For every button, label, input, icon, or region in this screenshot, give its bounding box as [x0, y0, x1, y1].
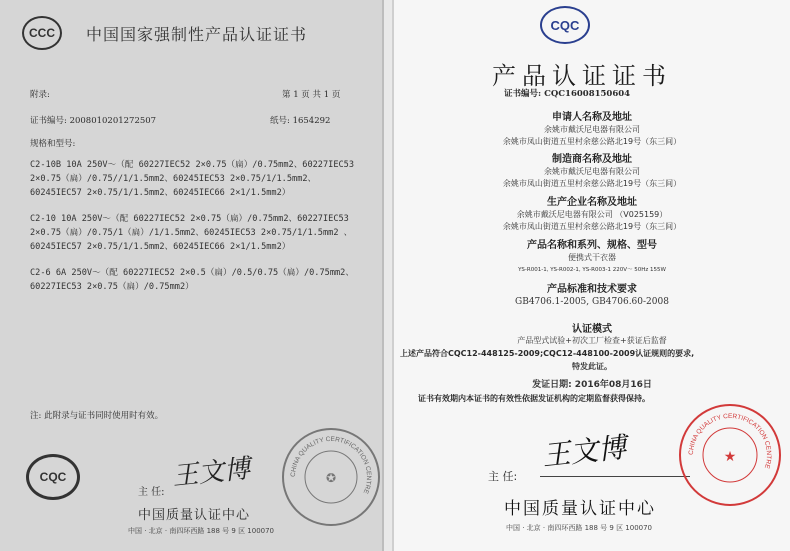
product-label: 产品名称和系列、规格、型号 [527, 240, 657, 251]
spec-paragraph: C2-10 10A 250V～（配 60227IEC52 2×0.75（扁）/0.75mm2、60227IEC53 2×0.75（扁）/0.75/1（扁）/1/1.5mm2、60245IEC53 2×0.75/1/1.5mm2 、60245IEC57 2×0.75/1/1.5mm2、60245IEC66 2×1/1.5mm2） [30, 214, 353, 252]
validity-note: 注: 此附录与证书同时使用时有效。 [30, 411, 164, 421]
seal-text: CHINA QUALITY CERTIFICATION CENTRE [687, 412, 773, 470]
director-label: 主 任: [488, 470, 518, 483]
applicant-address: 余姚市凤山街道五里村余慈公路北19号（东三间） [502, 137, 682, 146]
standards: GB4706.1-2005, GB4706.60-2008 [515, 297, 669, 307]
quality-seal [282, 428, 380, 526]
factory-name: 余姚市戴沃尼电器有限公司 （V025159） [516, 210, 668, 219]
spec-paragraph: C2-10B 10A 250V～（配 60227IEC52 2×0.75（扁）/0.75mm2、60227IEC53 2×0.75（扁）/0.75//1/1.5mm2、60245IEC53 2×0.75/1/1.5mm2、60245IEC57 2×0.75/1/1.5mm2、60245IEC66 2×1/1.5mm2） [30, 160, 355, 198]
signature-line [540, 476, 690, 477]
spec-paragraph: C2-6 6A 250V～（配 60227IEC52 2×0.5（扁）/0.5/0.75（扁）/0.75mm2、60227IEC53 2×0.75（扁）/0.75mm2） [30, 268, 354, 292]
issue-date: 发证日期: 2016年08月16日 [532, 380, 652, 390]
cert-number: 证书编号: CQC16008150604 [504, 89, 631, 99]
seal-text-ring-icon [284, 430, 378, 524]
page-title: 产品认证证书 [492, 62, 672, 90]
applicant-label: 申请人名称及地址 [552, 112, 632, 123]
issuer-address: 中国 · 北京 · 南四环西路 188 号 9 区 100070 [128, 527, 275, 535]
spec-label: 规格和型号: [30, 139, 76, 149]
page-title: 中国国家强制性产品认证证书 [86, 25, 308, 44]
conformity-statement: 上述产品符合CQC12-448125-2009;CQC12-448100-2009认证规则的要求, [400, 349, 695, 358]
svg-text:✪: ✪ [325, 471, 337, 485]
issuer-name: 中国质量认证中心 [504, 499, 656, 519]
ccc-logo-icon: CCC [22, 16, 62, 50]
seal-text: CHINA QUALITY CERTIFICATION CENTRE [289, 435, 373, 495]
mode-label: 认证模式 [572, 324, 612, 335]
svg-text:★: ★ [723, 449, 737, 465]
factory-address: 余姚市凤山街道五里村余慈公路北19号（东三间） [502, 222, 682, 231]
certification-seal [679, 404, 781, 506]
signature: 王文博 [170, 453, 252, 492]
svg-text:CHINA QUALITY CERTIFICATION CE [290, 436, 372, 495]
signature: 王文博 [540, 430, 628, 473]
appendix-certificate [0, 0, 384, 551]
manufacturer-address: 余姚市凤山街道五里村余慈公路北19号（东三间） [502, 179, 682, 188]
paper-number: 纸号: 1654292 [270, 116, 331, 126]
cqc-logo-icon: CQC [26, 454, 80, 500]
factory-label: 生产企业名称及地址 [547, 197, 637, 208]
standard-label: 产品标准和技术要求 [547, 284, 637, 295]
cert-number: 证书编号: 2008010201272507 [30, 116, 157, 126]
manufacturer-label: 制造商名称及地址 [552, 154, 632, 165]
product-certificate [392, 0, 790, 551]
appendix-label: 附录: [30, 90, 50, 100]
cqc-logo-icon: CQC [540, 6, 590, 44]
mode-text: 产品型式试验+初次工厂检查+获证后监督 [517, 336, 667, 345]
conformity-closing: 特发此证。 [572, 362, 612, 371]
page-info: 第 1 页 共 1 页 [282, 90, 341, 100]
director-label: 主 任: [138, 487, 165, 498]
issuer-name: 中国质量认证中心 [138, 508, 251, 523]
product-models: YS-R001-1, YS-R002-1, YS-R003-1 220V～ 50Hz 155W [518, 267, 666, 273]
issuer-address: 中国 · 北京 · 南四环西路 188 号 9 区 100070 [506, 524, 653, 532]
product-name: 便携式干衣器 [568, 253, 616, 262]
validity-note: 证书有效期内本证书的有效性依据发证机构的定期监督获得保持。 [418, 394, 650, 403]
manufacturer-name: 余姚市戴沃尼电器有限公司 [544, 167, 640, 176]
seal-text-ring-icon [681, 406, 779, 504]
applicant-name: 余姚市戴沃尼电器有限公司 [544, 125, 640, 134]
